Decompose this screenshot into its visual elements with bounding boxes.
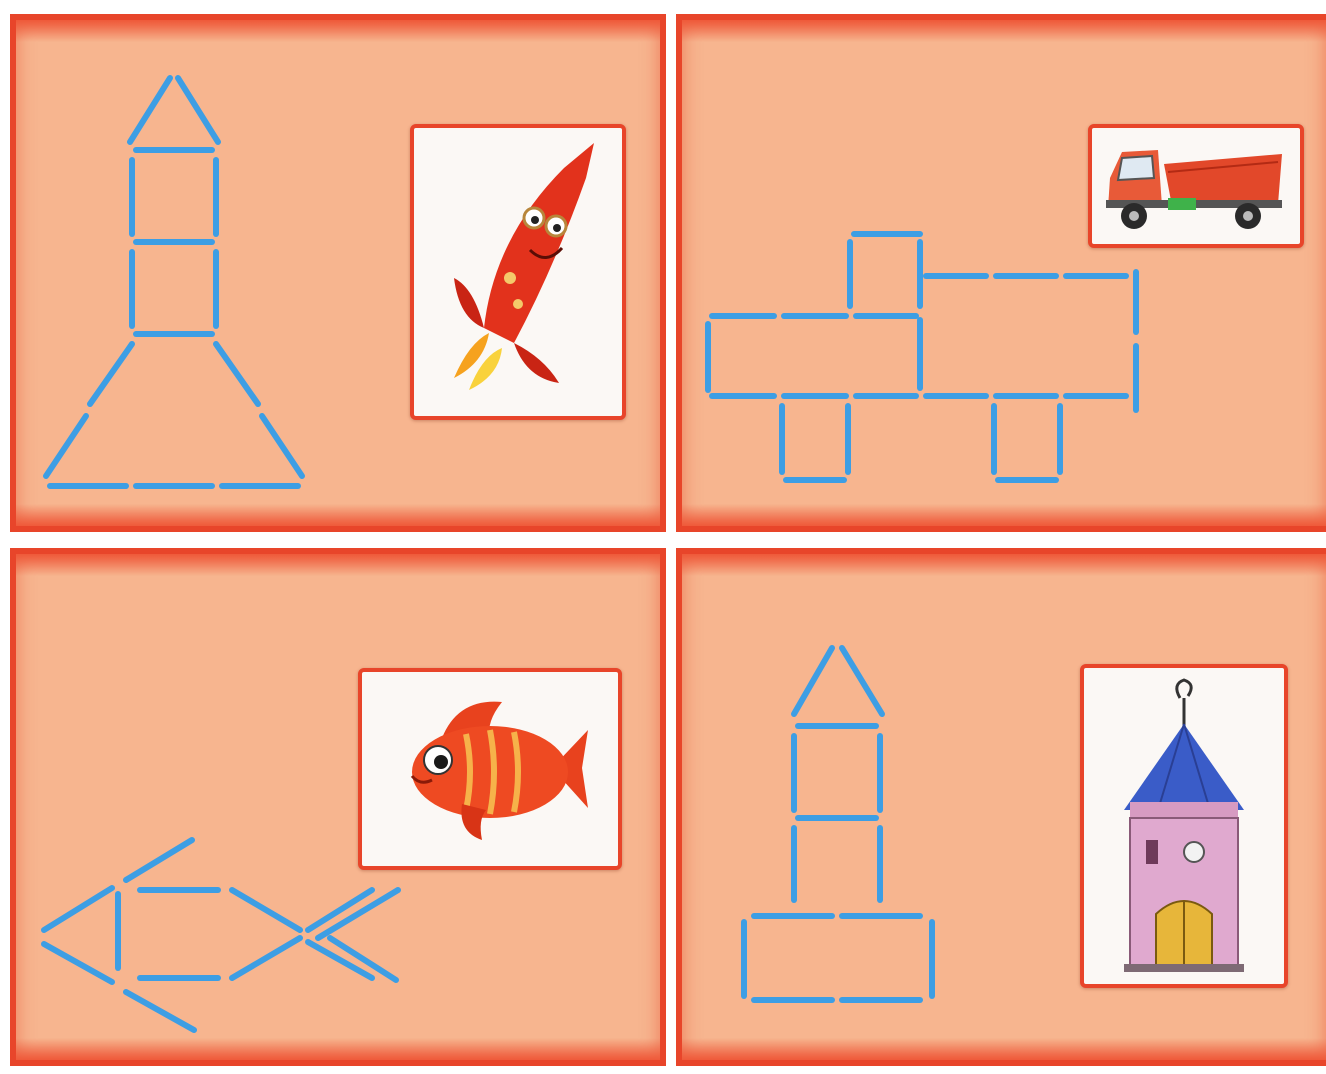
tower-card [676, 548, 1326, 1066]
fish-icon [362, 672, 618, 866]
stick [794, 648, 832, 714]
rocket-card [10, 14, 666, 532]
truck-stick-figure [682, 20, 1326, 526]
stick [842, 648, 882, 714]
stick [232, 938, 300, 978]
stick [130, 78, 170, 142]
castle-tower-icon [1084, 668, 1284, 984]
stick [44, 944, 112, 982]
rocket-picture-card [410, 124, 626, 420]
dump-truck-icon [1092, 128, 1300, 244]
stick [216, 344, 258, 404]
stick [126, 840, 192, 880]
fish-card [10, 548, 666, 1066]
truck-picture-card [1088, 124, 1304, 248]
stick [126, 992, 194, 1030]
stick [178, 78, 218, 142]
stick [44, 888, 112, 930]
fish-picture-card [358, 668, 622, 870]
stick [46, 416, 86, 476]
stick [232, 890, 300, 930]
stick [90, 344, 132, 404]
tower-picture-card [1080, 664, 1288, 988]
stick [262, 416, 302, 476]
rocket-icon [414, 128, 622, 416]
truck-card [676, 14, 1326, 532]
